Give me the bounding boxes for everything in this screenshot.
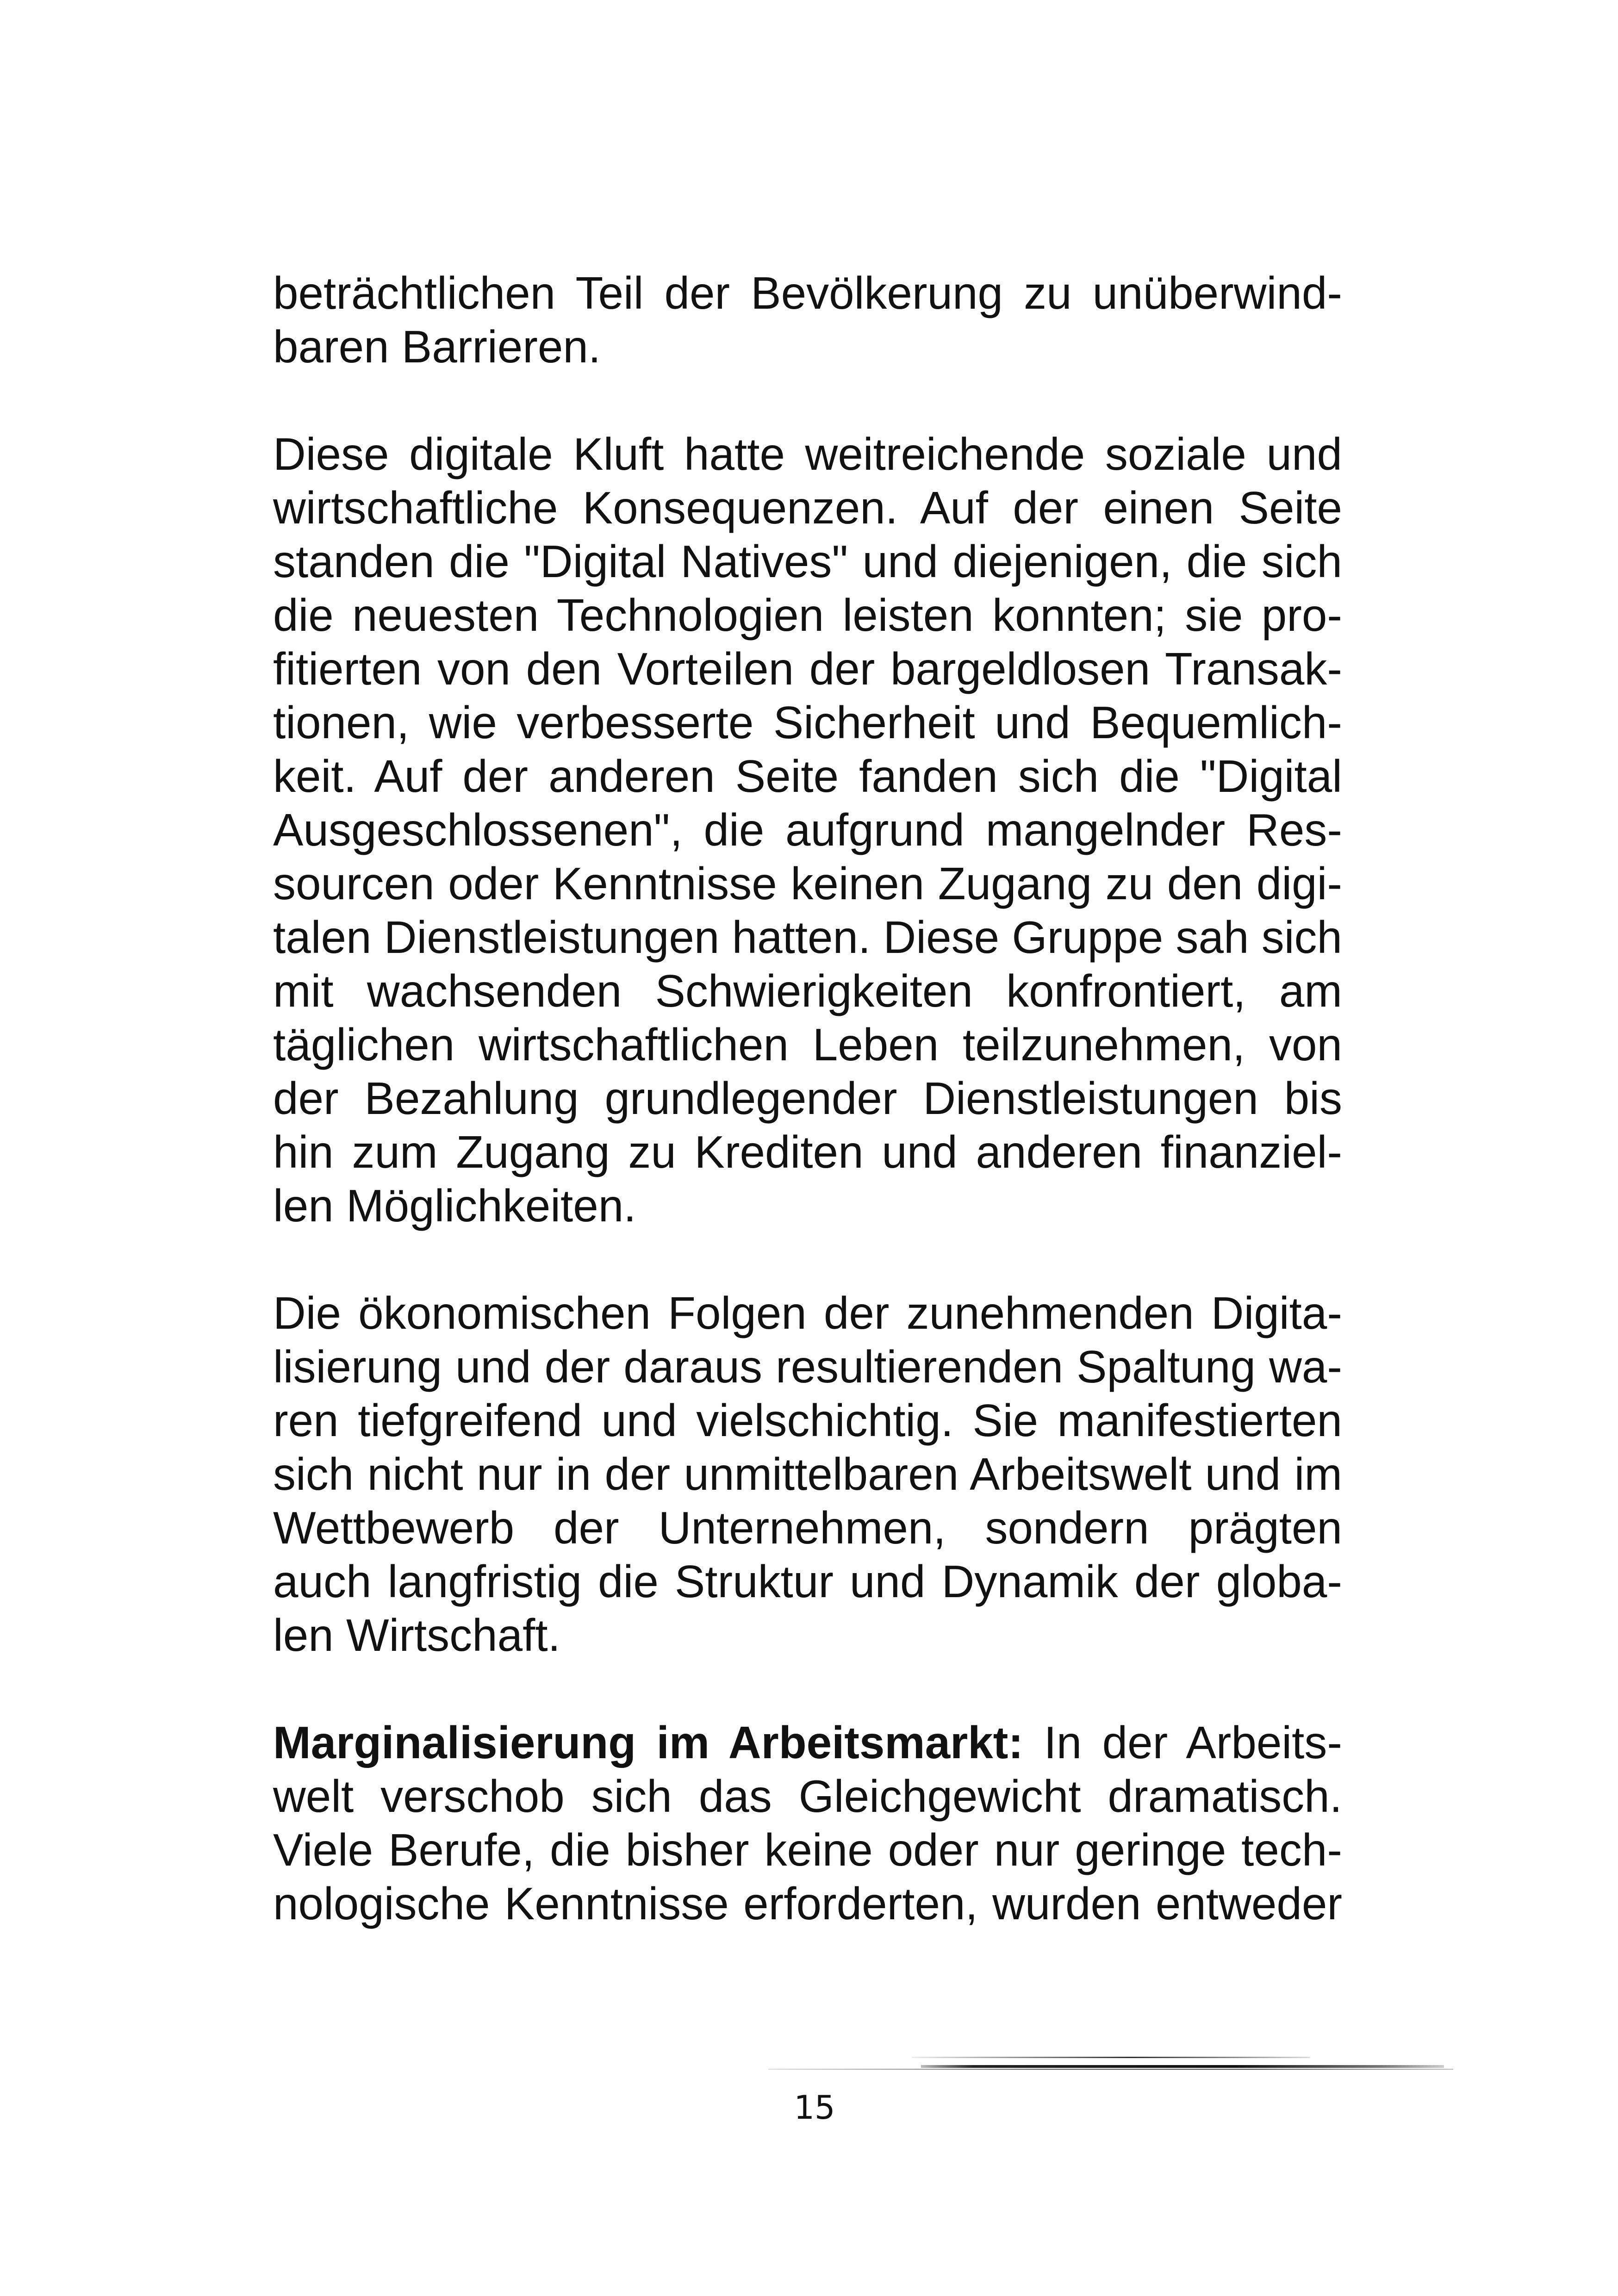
paragraph xyxy=(273,427,1342,1232)
text-line xyxy=(273,1447,1342,1501)
paragraph-gap xyxy=(273,1232,1342,1286)
text-segment: len Wirtschaft. xyxy=(273,1610,560,1661)
paragraph-gap xyxy=(273,373,1342,427)
paragraph xyxy=(273,1286,1342,1662)
text-line xyxy=(273,427,1342,481)
text-line xyxy=(273,588,1342,642)
text-segment: sourcen oder Kenntnisse keinen Zugang zu den digi- xyxy=(273,858,1342,909)
text-segment: mit wachsenden Schwierigkeiten konfrontiert, am xyxy=(273,965,1342,1016)
text-segment: nologische Kenntnisse erforderten, wurden entweder xyxy=(273,1878,1342,1929)
text-segment: len Möglichkeiten. xyxy=(273,1180,636,1231)
text-line xyxy=(273,857,1342,910)
page-number: 15 xyxy=(794,2089,835,2127)
footer-rule-top xyxy=(912,2057,1310,2058)
text-segment: wirtschaftliche Konsequenzen. Auf der einen Seite xyxy=(273,482,1342,533)
text-line xyxy=(273,1071,1342,1125)
text-line xyxy=(273,1394,1342,1447)
text-segment: baren Barrieren. xyxy=(273,321,601,372)
text-segment: Diese digitale Kluft hatte weitreichende soziale und xyxy=(273,429,1342,479)
text-line xyxy=(273,696,1342,749)
paragraph xyxy=(273,266,1342,373)
text-segment: standen die "Digital Natives" und diejenigen, die sich xyxy=(273,536,1342,587)
text-segment: talen Dienstleistungen hatten. Diese Gruppe sah sich xyxy=(273,912,1342,963)
text-segment: In der Arbeits- xyxy=(1023,1717,1342,1768)
text-line xyxy=(273,266,1342,320)
text-line xyxy=(273,749,1342,803)
body-text xyxy=(273,266,1342,1930)
text-line xyxy=(273,803,1342,857)
text-segment: die neuesten Technologien leisten konnten; sie pro- xyxy=(273,590,1342,641)
text-line xyxy=(273,1340,1342,1394)
text-line xyxy=(273,535,1342,588)
text-segment: Ausgeschlossenen", die aufgrund mangelnder Res- xyxy=(273,804,1342,855)
text-line xyxy=(273,910,1342,964)
text-line xyxy=(273,1286,1342,1340)
text-line xyxy=(273,1125,1342,1179)
text-segment: Wettbewerb der Unternehmen, sondern prägten xyxy=(273,1502,1342,1553)
bold-heading-text: Marginalisierung im Arbeitsmarkt: xyxy=(273,1717,1023,1768)
text-line xyxy=(273,1501,1342,1555)
text-segment: auch langfristig die Struktur und Dynamik der globa- xyxy=(273,1556,1342,1607)
text-line xyxy=(273,642,1342,696)
text-segment: ren tiefgreifend und vielschichtig. Sie manifestierten xyxy=(273,1395,1342,1446)
text-segment: beträchtlichen Teil der Bevölkerung zu unüberwind- xyxy=(273,268,1342,318)
paragraph-gap xyxy=(273,1662,1342,1716)
text-segment: welt verschob sich das Gleichgewicht dramatisch. xyxy=(273,1771,1342,1822)
text-segment: täglichen wirtschaftlichen Leben teilzunehmen, von xyxy=(273,1019,1342,1070)
text-line xyxy=(273,1716,1342,1769)
text-segment: lisierung und der daraus resultierenden Spaltung wa- xyxy=(273,1341,1342,1392)
text-line xyxy=(273,1555,1342,1608)
paragraph xyxy=(273,1716,1342,1930)
text-line xyxy=(273,964,1342,1018)
text-segment: keit. Auf der anderen Seite fanden sich die "Digital xyxy=(273,751,1342,802)
text-segment: tionen, wie verbesserte Sicherheit und Bequemlich- xyxy=(273,697,1342,748)
text-line xyxy=(273,1018,1342,1071)
text-line xyxy=(273,1823,1342,1877)
text-segment: fitierten von den Vorteilen der bargeldlosen Transak- xyxy=(273,643,1342,694)
footer-rule-thin xyxy=(768,2069,1453,2070)
text-line xyxy=(273,1769,1342,1823)
text-segment: Die ökonomischen Folgen der zunehmenden Digita- xyxy=(273,1288,1342,1338)
text-segment: sich nicht nur in der unmittelbaren Arbeitswelt und im xyxy=(273,1449,1342,1500)
text-line xyxy=(273,1608,1342,1662)
text-segment: der Bezahlung grundlegender Dienstleistungen bis xyxy=(273,1073,1342,1124)
text-line xyxy=(273,1877,1342,1930)
text-segment: Viele Berufe, die bisher keine oder nur geringe tech- xyxy=(273,1824,1342,1875)
text-line xyxy=(273,1179,1342,1232)
text-segment: hin zum Zugang zu Krediten und anderen finanziel- xyxy=(273,1126,1342,1177)
text-line xyxy=(273,481,1342,535)
text-line xyxy=(273,320,1342,373)
footer-rule xyxy=(921,2065,1444,2068)
